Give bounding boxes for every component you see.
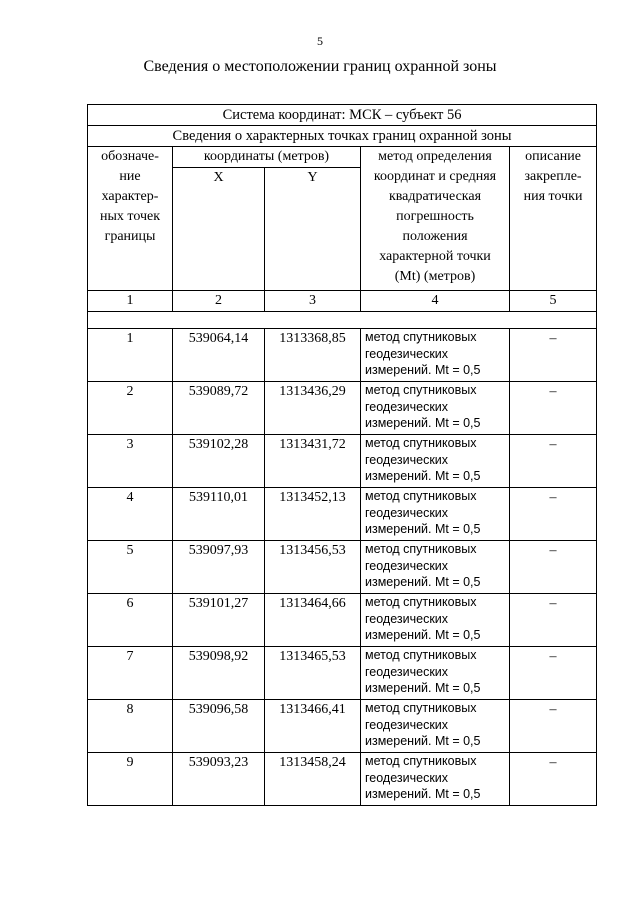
method-line: метод спутниковых (365, 754, 477, 768)
x-coordinate-cell: 539102,28 (173, 435, 265, 488)
description-cell: – (510, 647, 597, 700)
method-cell (361, 435, 510, 488)
method-line: измерений. Mt = 0,5 (365, 469, 481, 483)
method-cell (361, 647, 510, 700)
x-coordinate-cell: 539064,14 (173, 329, 265, 382)
method-line: измерений. Mt = 0,5 (365, 787, 481, 801)
table-subtitle-row: Сведения о характерных точках границ охранной зоны (88, 126, 597, 147)
x-coordinate-cell: 539089,72 (173, 382, 265, 435)
x-coordinate-cell: 539098,92 (173, 647, 265, 700)
description-cell: – (510, 753, 597, 806)
method-cell (361, 488, 510, 541)
table-row (88, 541, 597, 594)
point-number-cell: 7 (88, 647, 173, 700)
column-number: 5 (510, 291, 597, 312)
point-number-cell: 9 (88, 753, 173, 806)
point-number-cell: 1 (88, 329, 173, 382)
header-y: Y (265, 168, 361, 291)
header-x: X (173, 168, 265, 291)
description-cell: – (510, 329, 597, 382)
y-coordinate-cell: 1313466,41 (265, 700, 361, 753)
x-coordinate-cell: 539096,58 (173, 700, 265, 753)
method-line: геодезических (365, 717, 449, 732)
method-line: измерений. Mt = 0,5 (365, 628, 481, 642)
method-line: метод спутниковых (365, 595, 477, 609)
header-method: метод определения координат и средняя квадратическая погрешность положения характерной точки (Mt) (метров) (361, 147, 510, 291)
method-line: геодезических (365, 346, 449, 361)
x-coordinate-cell: 539097,93 (173, 541, 265, 594)
description-cell: – (510, 488, 597, 541)
method-line: метод спутниковых (365, 330, 477, 344)
method-cell (361, 382, 510, 435)
point-number-cell: 2 (88, 382, 173, 435)
header-description: описание закрепле- ния точки (510, 147, 597, 291)
description-cell: – (510, 700, 597, 753)
method-line: измерений. Mt = 0,5 (365, 363, 481, 377)
x-coordinate-cell: 539110,01 (173, 488, 265, 541)
method-line: измерений. Mt = 0,5 (365, 734, 481, 748)
method-line: геодезических (365, 505, 449, 520)
point-number-cell: 6 (88, 594, 173, 647)
column-number: 3 (265, 291, 361, 312)
point-number-cell: 3 (88, 435, 173, 488)
method-line: метод спутниковых (365, 489, 477, 503)
point-number-cell: 8 (88, 700, 173, 753)
coordinate-system-row: Система координат: МСК – субъект 56 (88, 105, 597, 126)
column-number: 4 (361, 291, 510, 312)
header-designation: обозначе- ние характер- ных точек границы (88, 147, 173, 291)
method-cell (361, 753, 510, 806)
blank-row (88, 312, 597, 329)
table-row (88, 647, 597, 700)
method-line: геодезических (365, 399, 449, 414)
y-coordinate-cell: 1313452,13 (265, 488, 361, 541)
method-line: геодезических (365, 452, 449, 467)
method-line: метод спутниковых (365, 701, 477, 715)
y-coordinate-cell: 1313458,24 (265, 753, 361, 806)
boundary-points-table (87, 104, 597, 806)
table-row (88, 435, 597, 488)
header-coordinates: координаты (метров) (173, 147, 361, 168)
method-cell (361, 329, 510, 382)
method-line: метод спутниковых (365, 648, 477, 662)
document-title: Сведения о местоположении границ охранной зоны (143, 58, 497, 75)
table-row (88, 700, 597, 753)
x-coordinate-cell: 539093,23 (173, 753, 265, 806)
method-line: метод спутниковых (365, 436, 477, 450)
method-line: измерений. Mt = 0,5 (365, 522, 481, 536)
method-line: измерений. Mt = 0,5 (365, 416, 481, 430)
method-cell (361, 594, 510, 647)
y-coordinate-cell: 1313368,85 (265, 329, 361, 382)
method-line: метод спутниковых (365, 383, 477, 397)
y-coordinate-cell: 1313436,29 (265, 382, 361, 435)
method-cell (361, 700, 510, 753)
method-line: измерений. Mt = 0,5 (365, 681, 481, 695)
method-line: геодезических (365, 664, 449, 679)
x-coordinate-cell: 539101,27 (173, 594, 265, 647)
method-line: метод спутниковых (365, 542, 477, 556)
column-number: 2 (173, 291, 265, 312)
table-row (88, 488, 597, 541)
method-line: геодезических (365, 611, 449, 626)
table-row (88, 329, 597, 382)
table-row (88, 753, 597, 806)
method-line: геодезических (365, 558, 449, 573)
y-coordinate-cell: 1313431,72 (265, 435, 361, 488)
y-coordinate-cell: 1313464,66 (265, 594, 361, 647)
page-number: 5 (317, 34, 323, 48)
description-cell: – (510, 541, 597, 594)
y-coordinate-cell: 1313456,53 (265, 541, 361, 594)
column-number: 1 (88, 291, 173, 312)
description-cell: – (510, 594, 597, 647)
table-row (88, 594, 597, 647)
point-number-cell: 4 (88, 488, 173, 541)
blank-cell (88, 312, 597, 329)
method-line: измерений. Mt = 0,5 (365, 575, 481, 589)
description-cell: – (510, 435, 597, 488)
table-row (88, 382, 597, 435)
method-cell (361, 541, 510, 594)
description-cell: – (510, 382, 597, 435)
method-line: геодезических (365, 770, 449, 785)
point-number-cell: 5 (88, 541, 173, 594)
y-coordinate-cell: 1313465,53 (265, 647, 361, 700)
